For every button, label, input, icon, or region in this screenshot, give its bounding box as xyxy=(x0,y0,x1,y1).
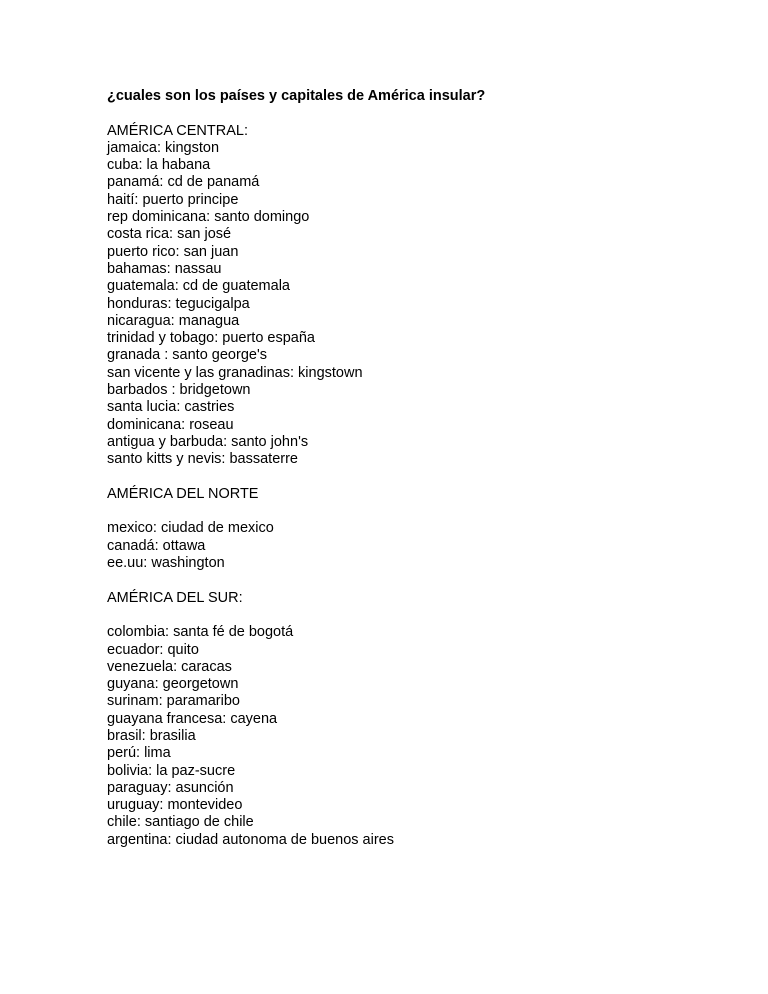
list-item: bahamas: nassau xyxy=(107,260,222,277)
section-america-del-norte xyxy=(107,486,747,572)
list-item: honduras: tegucigalpa xyxy=(107,295,250,312)
list-item: perú: lima xyxy=(107,745,171,762)
list-item: brasil: brasilia xyxy=(107,727,196,744)
list-item: costa rica: san josé xyxy=(107,226,232,243)
list-item: barbados : bridgetown xyxy=(107,382,251,399)
section-heading: AMÉRICA CENTRAL: xyxy=(107,122,248,139)
list-item: ecuador: quito xyxy=(107,641,199,658)
list-item: surinam: paramaribo xyxy=(107,693,240,710)
list-item: nicaragua: managua xyxy=(107,312,240,329)
list-item: trinidad y tobago: puerto españa xyxy=(107,330,315,347)
list-item: bolivia: la paz-sucre xyxy=(107,762,236,779)
list-item: venezuela: caracas xyxy=(107,658,232,675)
list-item: argentina: ciudad autonoma de buenos aires xyxy=(107,831,394,848)
list-item: canadá: ottawa xyxy=(107,537,206,554)
blank-line xyxy=(107,572,747,589)
list-item: dominicana: roseau xyxy=(107,416,234,433)
list-item: chile: santiago de chile xyxy=(107,814,254,831)
document-page xyxy=(107,88,747,849)
list-item: guyana: georgetown xyxy=(107,676,239,693)
list-item: jamaica: kingston xyxy=(107,139,220,156)
section-heading: AMÉRICA DEL SUR: xyxy=(107,589,243,606)
list-item: granada : santo george's xyxy=(107,347,267,364)
list-item: cuba: la habana xyxy=(107,157,211,174)
section-america-del-sur xyxy=(107,590,747,849)
blank-line xyxy=(107,503,747,520)
blank-line xyxy=(107,469,747,486)
document-title: ¿cuales son los países y capitales de América insular? xyxy=(107,88,486,104)
blank-line xyxy=(107,607,747,624)
list-item: paraguay: asunción xyxy=(107,779,234,796)
list-item: uruguay: montevideo xyxy=(107,797,243,814)
section-heading: AMÉRICA DEL NORTE xyxy=(107,485,259,502)
country-capital-list xyxy=(107,520,747,572)
list-item: guayana francesa: cayena xyxy=(107,710,278,727)
list-item: mexico: ciudad de mexico xyxy=(107,520,274,537)
list-item: puerto rico: san juan xyxy=(107,243,239,260)
list-item: ee.uu: washington xyxy=(107,555,225,572)
list-item: guatemala: cd de guatemala xyxy=(107,278,290,295)
country-capital-list xyxy=(107,140,747,469)
list-item: santa lucia: castries xyxy=(107,399,235,416)
list-item: san vicente y las granadinas: kingstown xyxy=(107,364,363,381)
country-capital-list xyxy=(107,624,747,849)
list-item: colombia: santa fé de bogotá xyxy=(107,624,294,641)
list-item: santo kitts y nevis: bassaterre xyxy=(107,451,298,468)
section-america-central xyxy=(107,123,747,469)
list-item: rep dominicana: santo domingo xyxy=(107,209,310,226)
list-item: panamá: cd de panamá xyxy=(107,174,260,191)
list-item: haití: puerto principe xyxy=(107,191,239,208)
list-item: antigua y barbuda: santo john's xyxy=(107,433,309,450)
